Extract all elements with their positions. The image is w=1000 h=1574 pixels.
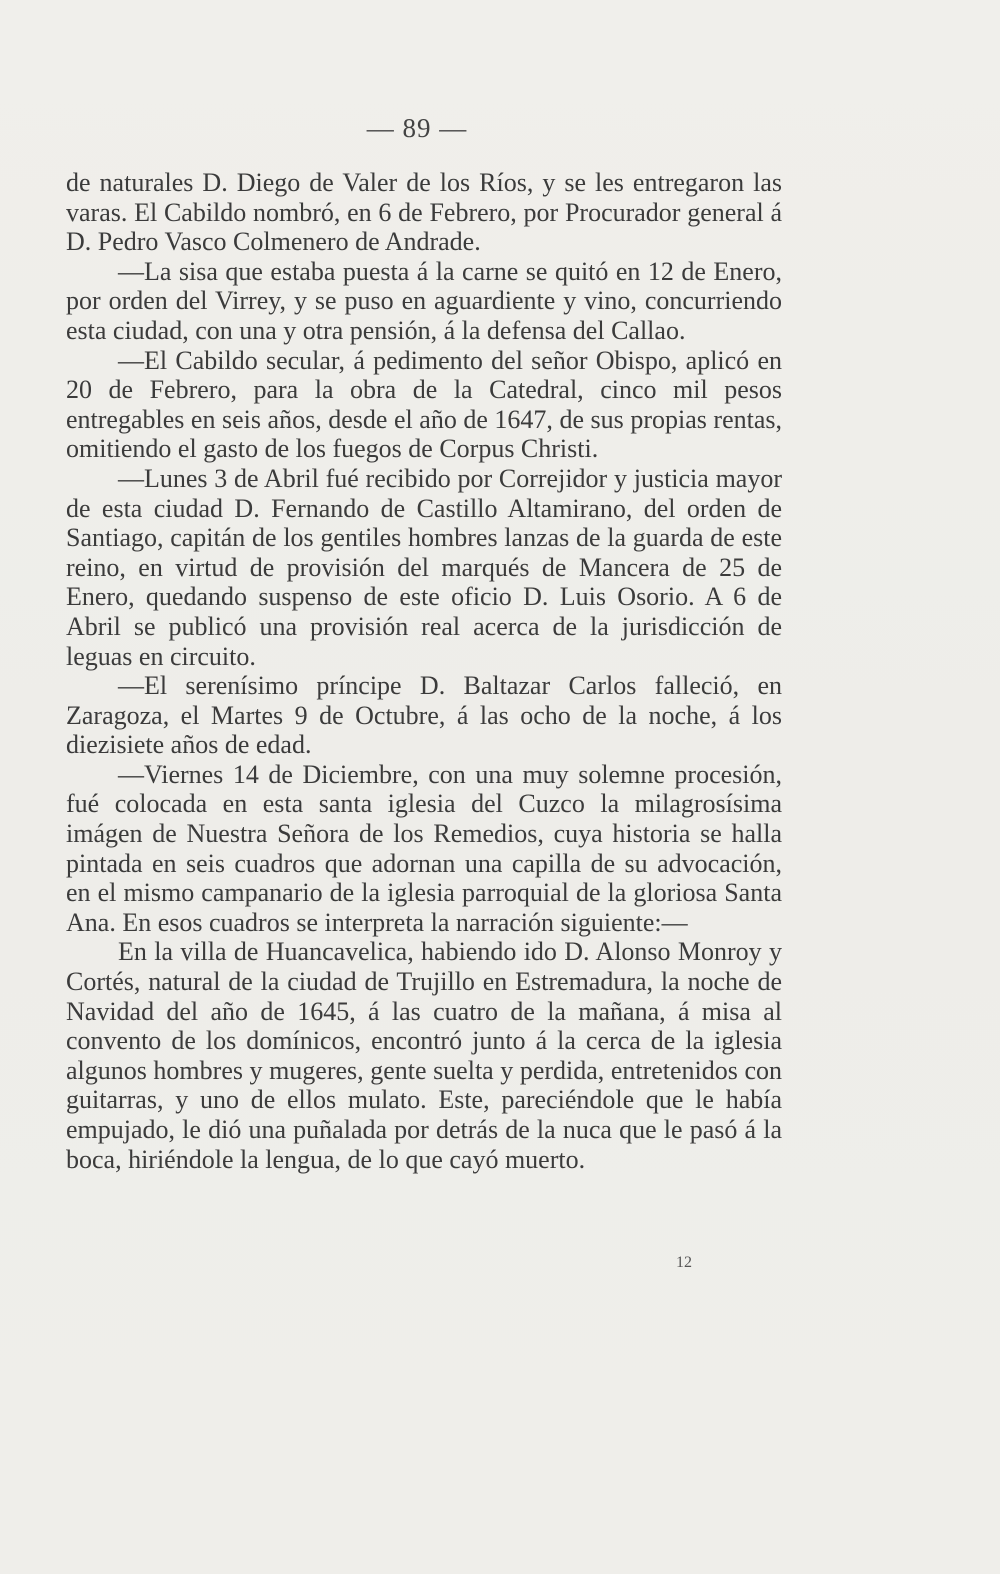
paragraph-5: —El serenísimo príncipe D. Baltazar Carlos falleció, en Zaragoza, el Martes 9 de Octubre, á las ocho de la noche, á los diezisiete años de edad.: [66, 671, 782, 760]
page-number-heading: — 89 —: [366, 113, 468, 143]
paragraph-6: —Viernes 14 de Diciembre, con una muy solemne procesión, fué colocada en esta santa iglesia del Cuzco la milagrosísima imágen de Nuestra Señora de los Remedios, cuya historia se halla pintada en seis cuadros que adornan una capilla de su advocación, en el mismo campanario de la iglesia parroquial de la gloriosa Santa Ana. En esos cuadros se interpreta la narración siguiente:—: [66, 759, 782, 937]
paragraph-2: —La sisa que estaba puesta á la carne se quitó en 12 de Enero, por orden del Virrey, y se puso en aguardiente y vino, concurriendo esta ciudad, con una y otra pensión, á la defensa del Callao.: [66, 256, 782, 345]
paragraph-4: —Lunes 3 de Abril fué recibido por Correjidor y justicia mayor de esta ciudad D. Fernando de Castillo Altamirano, del orden de Santiago, capitán de los gentiles hombres lanzas de la guarda de este reino, en virtud de provisión del marqués de Mancera de 25 de Enero, quedando suspenso de este oficio D. Luis Osorio. A 6 de Abril se publicó una provisión real acerca de la jurisdicción de leguas en circuito.: [66, 463, 782, 671]
paragraph-7: En la villa de Huancavelica, habiendo ido D. Alonso Monroy y Cortés, natural de la ciudad de Trujillo en Estremadura, la noche de Navidad del año de 1645, á las cuatro de la mañana, á misa al convento de los domínicos, encontró junto á la cerca de la iglesia algunos hombres y mugeres, gente suelta y perdida, entretenidos con guitarras, y uno de ellos mulato. Este, pareciéndole que le había empujado, le dió una puñalada por detrás de la nuca que le pasó á la boca, hiriéndole la lengua, de lo que cayó muerto.: [66, 937, 782, 1174]
body-text: [66, 168, 782, 1174]
paragraph-1: de naturales D. Diego de Valer de los Ríos, y se les entregaron las varas. El Cabildo nombró, en 6 de Febrero, por Procurador general á D. Pedro Vasco Colmenero de Andrade.: [66, 168, 782, 257]
paragraph-3: —El Cabildo secular, á pedimento del señor Obispo, aplicó en 20 de Febrero, para la obra de la Catedral, cinco mil pesos entregables en seis años, desde el año de 1647, de sus propias rentas, omitiendo el gasto de los fuegos de Corpus Christi.: [66, 345, 782, 464]
printer-signature-mark: 12: [676, 1254, 692, 1271]
